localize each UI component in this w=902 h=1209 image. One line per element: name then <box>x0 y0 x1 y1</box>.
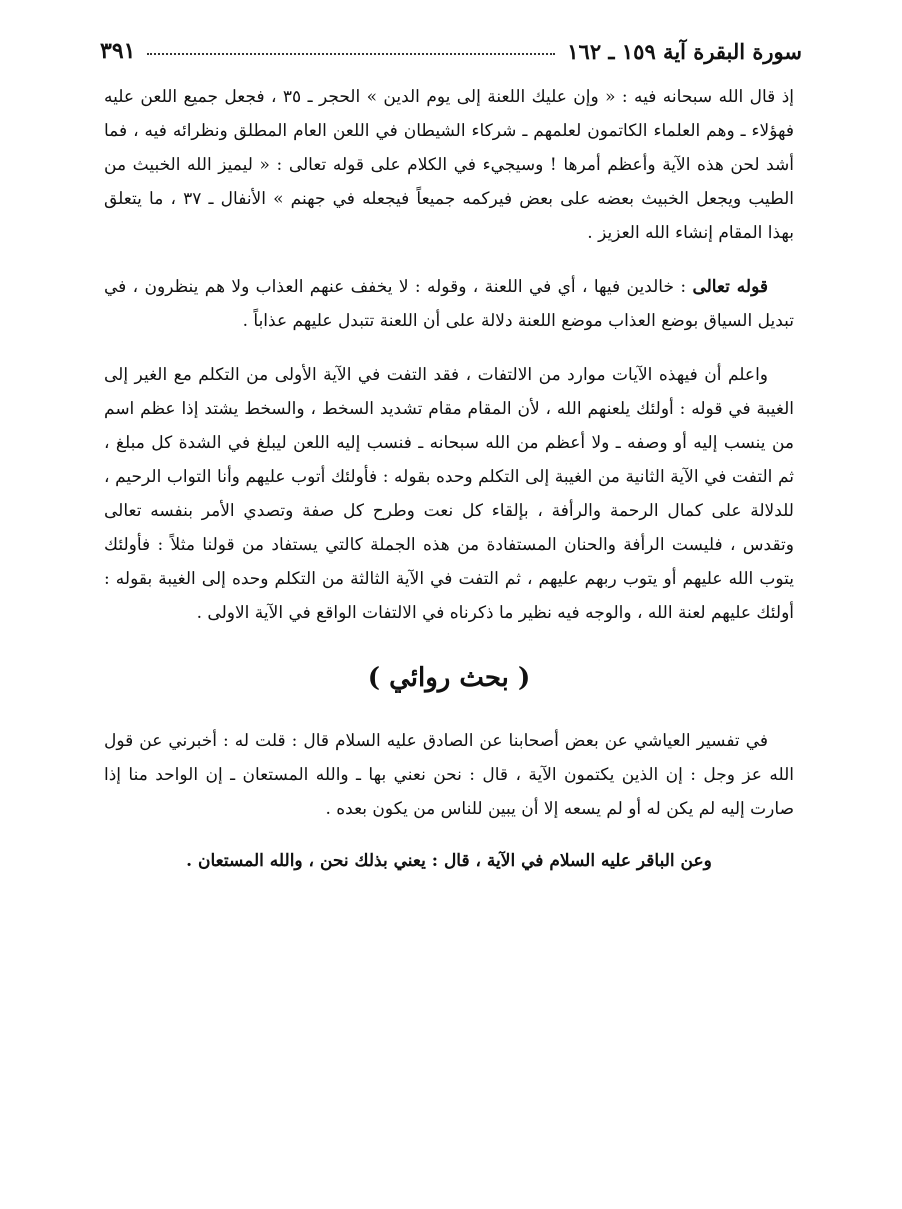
paragraph-1: إذ قال الله سبحانه فيه : « وإن عليك اللعنة إلى يوم الدين » الحجر ـ ٣٥ ، فجعل جميع اللعن عليه فهؤلاء ـ وهم العلماء الكاتمون لعلمهم ـ شركاء الشيطان في اللعن العام المطلق ونظرائه فيه ، فما أشد لحن هذه الآية وأعظم أمرها ! وسيجيء في الكلام على قوله تعالى : « ليميز الله الخبيث من الطيب ويجعل الخبيث بعضه على بعض فيركمه جميعاً فيجعله في جهنم » الأنفال ـ ٣٧ ، ما يتعلق بهذا المقام إنشاء الله العزيز . <box>104 87 795 243</box>
narration-2: وعن الباقر عليه السلام في الآية ، قال : يعني بذلك نحن ، والله المستعان . <box>186 851 712 871</box>
page-number: ٣٩١ <box>100 38 136 64</box>
paragraph-2-text: : خالدين فيها ، أي في اللعنة ، وقوله : لا يخفف عنهم العذاب ولا هم ينظرون ، في تبديل السياق بوضع العذاب موضع اللعنة دلالة على أن اللعنة تتبدل عليهم عذاباً . <box>104 277 794 331</box>
dotted-leader <box>147 53 555 55</box>
section-heading: ( بحث روائي ) <box>367 663 531 693</box>
paragraph-3: واعلم أن فيهذه الآيات موارد من الالتفات ، فقد التفت في الآية الأولى من التكلم مع الغير إلى الغيبة في قوله : أولئك يلعنهم الله ، لأن المقام مقام تشديد السخط ، والسخط يشتد إذا عظم اسم من ينسب إليه أو وصفه ـ ولا أعظم من الله سبحانه ـ فنسب إليه اللعن ليبلغ في الشدة كل مبلغ ، ثم التفت في الآية الثانية من الغيبة إلى التكلم وحده بقوله : فأولئك أتوب عليهم وأنا التواب الرحيم ، للدلالة على كمال الرحمة والرأفة ، بإلقاء كل نعت وطرح كل صفة وتصدي الأمر بنفسه تعالى وتقدس ، فليست الرأفة والحنان المستفادة من هذه الجملة كالتي يستفاد من قولنا مثلاً : فأولئك يتوب الله عليهم أو يتوب ربهم عليهم ، ثم التفت في الآية الثالثة من التكلم وحده إلى الغيبة بقوله : أولئك عليهم لعنة الله ، والوجه فيه نظير ما ذكرناه في الالتفات الواقع في الآية الاولى . <box>104 365 794 623</box>
paragraph-2-lead: قوله تعالى <box>692 277 768 297</box>
running-header <box>100 34 802 68</box>
running-title: سورة البقرة آية ١٥٩ ـ ١٦٢ <box>567 38 802 64</box>
narration-1: في تفسير العياشي عن بعض أصحابنا عن الصادق عليه السلام قال : قلت له : أخبرني عن قول الله عز وجل : إن الذين يكتمون الآية ، قال : نحن نعني بها ـ والله المستعان ـ إن الواحد منا إذا صارت إليه لم يكن له أو لم يسعه إلا أن يبين للناس من يكون بعده . <box>104 731 794 819</box>
paragraph-2 <box>104 270 794 338</box>
page-body <box>104 80 794 878</box>
